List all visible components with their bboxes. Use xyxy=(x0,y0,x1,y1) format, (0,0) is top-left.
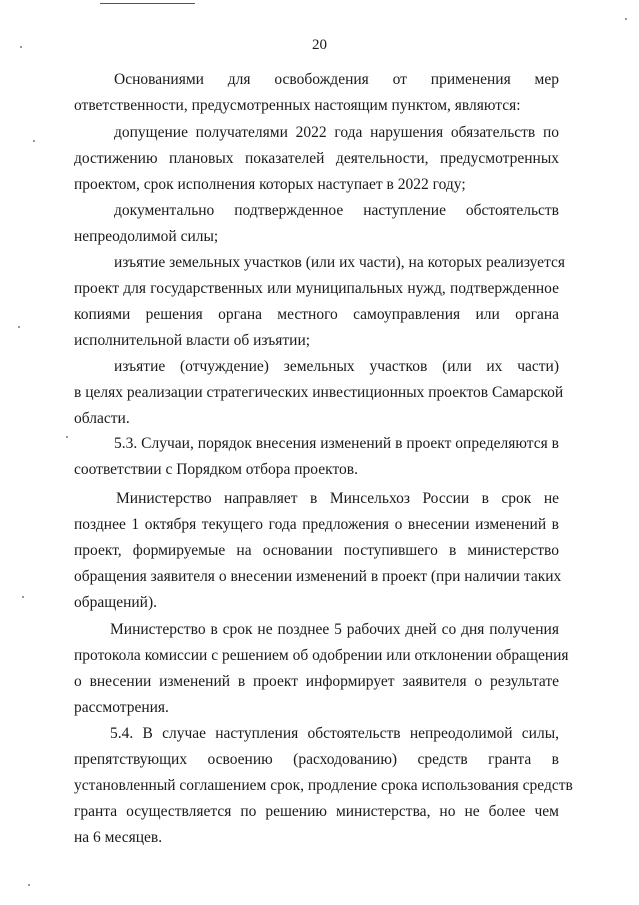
scan-speck xyxy=(22,596,24,598)
paragraph-line: допущение получателями 2022 года нарушения обязательств по xyxy=(114,124,559,141)
paragraph-line: проект, формируемые на основании поступившего в министерство xyxy=(74,542,559,559)
paragraph-line: позднее 1 октября текущего года предложения о внесении изменений в xyxy=(74,516,559,533)
paragraph-line: рассмотрения. xyxy=(74,699,169,716)
scan-speck xyxy=(33,140,35,142)
paragraph-line: исполнительной власти об изъятии; xyxy=(74,332,311,349)
paragraph-line: установленный соглашением срок, продление срока использования средств xyxy=(74,777,573,794)
paragraph-line: документально подтвержденное наступление обстоятельств xyxy=(114,202,559,219)
paragraph-line: в целях реализации стратегических инвестиционных проектов Самарской xyxy=(74,384,564,401)
scan-speck xyxy=(66,436,68,438)
paragraph-line: области. xyxy=(74,410,130,427)
paragraph-line: препятствующих освоению (расходованию) средств гранта в xyxy=(74,751,559,768)
paragraph-line: обращений). xyxy=(74,594,158,611)
paragraph-line: обращения заявителя о внесении изменений в проект (при наличии таких xyxy=(74,568,562,585)
paragraph-line: достижению плановых показателей деятельности, предусмотренных xyxy=(74,150,559,167)
paragraph-line: гранта осуществляется по решению министерства, но не более чем xyxy=(74,803,559,820)
paragraph-line: 5.4. В случае наступления обстоятельств непреодолимой силы, xyxy=(110,725,559,742)
page-number: 20 xyxy=(312,37,327,53)
paragraph-line: соответствии с Порядком отбора проектов. xyxy=(74,461,358,478)
paragraph-line: ответственности, предусмотренных настоящим пунктом, являются: xyxy=(74,97,521,114)
scan-speck xyxy=(18,326,20,328)
paragraph-line: о внесении изменений в проект информирует заявителя о результате xyxy=(74,673,559,690)
paragraph-line: Министерство направляет в Минсельхоз России в срок не xyxy=(116,490,559,507)
paragraph-line: непреодолимой силы; xyxy=(74,228,219,245)
scan-speck xyxy=(28,884,30,886)
paragraph-line: изъятие земельных участков (или их части), на которых реализуется xyxy=(114,254,566,271)
paragraph-line: изъятие (отчуждение) земельных участков (или их части) xyxy=(114,358,559,375)
paragraph-line: 5.3. Случаи, порядок внесения изменений в проект определяются в xyxy=(114,435,559,452)
paragraph-line: проект для государственных или муниципальных нужд, подтвержденное xyxy=(74,280,559,297)
paragraph-line: на 6 месяцев. xyxy=(74,829,163,846)
paragraph-line: протокола комиссии с решением об одобрении или отклонении обращения xyxy=(74,647,569,664)
paragraph-line: проектом, срок исполнения которых наступает в 2022 году; xyxy=(74,176,466,193)
scan-speck xyxy=(20,46,22,48)
paragraph-line: копиями решения органа местного самоуправления или органа xyxy=(74,306,559,323)
scan-speck xyxy=(625,18,627,20)
scan-artifact-line xyxy=(100,3,195,4)
paragraph-line: Министерство в срок не позднее 5 рабочих дней со дня получения xyxy=(110,621,559,638)
paragraph-line: Основаниями для освобождения от применения мер xyxy=(114,71,559,88)
